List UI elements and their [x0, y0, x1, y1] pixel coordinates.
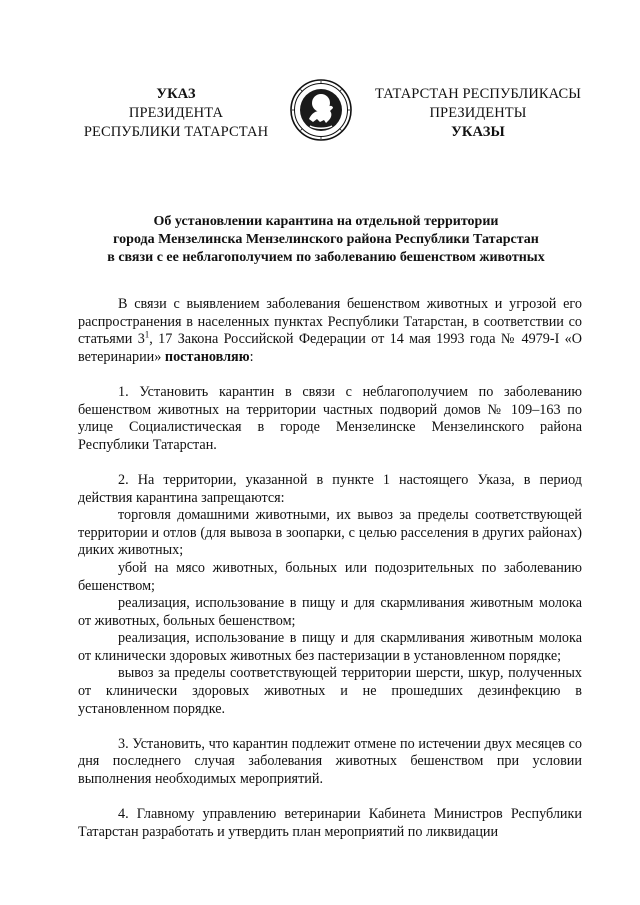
item-1-paragraph: 1. Установить карантин в связи с неблагополучием по заболеванию бешенством животных на территории частных подворий домов № 109–163 по улице Социалистическая в городе Мензелинске Мензелинского района Республики Татарстан. — [78, 383, 582, 453]
item-4-paragraph: 4. Главному управлению ветеринарии Кабинета Министров Республики Татарстан разработать и утвердить план мероприятий по ликвидации — [78, 806, 582, 840]
title-line-3: в связи с ее неблагополучием по заболеванию бешенством животных — [107, 250, 545, 265]
item-2-list-entry-4: реализация, использование в пищу и для скармливания животным молока от клинически здоровых животных без пастеризации в установленном порядке; — [78, 630, 582, 664]
coat-of-arms-emblem — [290, 79, 352, 141]
header-left-line-2: ПРЕЗИДЕНТА — [128, 105, 224, 121]
preamble-superscript: 1 — [144, 329, 150, 340]
header-left-line-1: УКАЗ — [156, 86, 196, 102]
preamble-paragraph — [78, 296, 582, 366]
header-left-line-3: РЕСПУБЛИКИ ТАТАРСТАН — [83, 124, 269, 140]
item-2-paragraph: 2. На территории, указанной в пункте 1 настоящего Указа, в период действия карантина запрещаются: — [78, 471, 582, 506]
preamble-part-1: В связи с выявлением заболевания бешенством животных и угрозой его распространения в населенных пунктах Республики Татарстан, в соответствии со статьями 3 — [78, 296, 582, 348]
title-line-1: Об установлении карантина на отдельной территории — [153, 214, 499, 229]
item-2-list-entry-1: торговля домашними животными, их вывоз за пределы соответствующей территории и отлов (для вывоза в зоопарки, с целью расселения в других районах) диких животных; — [78, 507, 582, 559]
header-left-block — [78, 85, 274, 142]
header-right-line-2: ПРЕЗИДЕНТЫ — [429, 105, 527, 121]
item-3-paragraph: 3. Установить, что карантин подлежит отмене по истечении двух месяцев со дня последнего случая заболевания животных бешенством при условии выполнения необходимых мероприятий. — [78, 735, 582, 788]
header-right-block — [362, 85, 594, 142]
title-line-2: города Мензелинска Мензелинского района Республики Татарстан — [113, 232, 539, 247]
item-2-list-entry-5: вывоз за пределы соответствующей территории шерсти, шкур, полученных от клинически здоровых животных и не прошедших дезинфекцию в установленном порядке. — [78, 665, 582, 717]
header-right-line-1: ТАТАРСТАН РЕСПУБЛИКАСЫ — [374, 86, 582, 102]
decree-title — [70, 213, 582, 267]
preamble-part-2: , 17 Закона Российской Федерации от 14 мая 1993 года № 4979-I «О ветеринарии» — [78, 331, 582, 365]
decree-body — [78, 296, 582, 841]
item-2-list-entry-3: реализация, использование в пищу и для скармливания животным молока от животных, больных бешенством; — [78, 595, 582, 629]
preamble-colon: : — [249, 348, 254, 365]
decree-word: постановляю — [164, 348, 250, 365]
header-right-line-3: УКАЗЫ — [451, 124, 505, 140]
item-2-list-entry-2: убой на мясо животных, больных или подозрительных по заболеванию бешенством; — [78, 559, 582, 594]
